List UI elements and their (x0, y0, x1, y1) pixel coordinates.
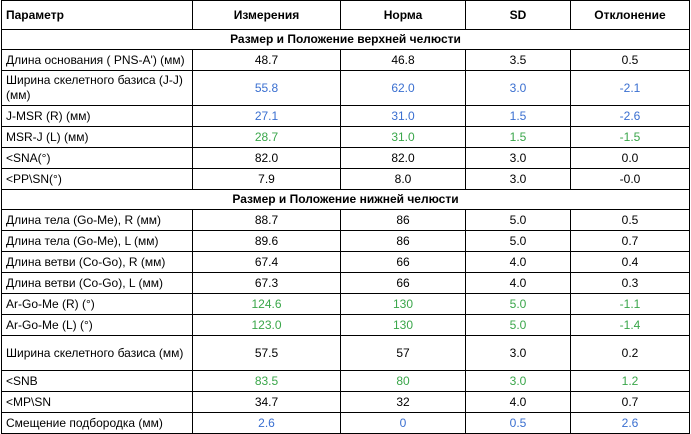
norm-cell: 82.0 (341, 148, 466, 169)
parameter-cell: <MP\SN (2, 392, 193, 413)
header-row (2, 1, 690, 30)
header-measurement: Измерения (193, 1, 341, 30)
deviation-cell: -1.1 (571, 294, 690, 315)
deviation-cell: -2.1 (571, 71, 690, 106)
deviation-cell: 0.7 (571, 392, 690, 413)
norm-cell: 31.0 (341, 106, 466, 127)
measurement-cell: 2.6 (193, 413, 341, 434)
parameter-cell: Длина основания ( PNS-A') (мм) (2, 50, 193, 71)
norm-cell: 8.0 (341, 169, 466, 190)
sd-cell: 5.0 (466, 231, 571, 252)
section-title: Размер и Положение нижней челюсти (2, 190, 690, 210)
parameter-cell: Ширина скелетного базиса (J-J) (мм) (2, 71, 193, 106)
table-row (2, 273, 690, 294)
sd-cell: 4.0 (466, 392, 571, 413)
sd-cell: 4.0 (466, 273, 571, 294)
measurement-cell: 89.6 (193, 231, 341, 252)
table-row (2, 106, 690, 127)
deviation-cell: 0.4 (571, 252, 690, 273)
header-parameter: Параметр (2, 1, 193, 30)
cephalometric-table (1, 0, 690, 434)
measurement-cell: 48.7 (193, 50, 341, 71)
parameter-cell: <PP\SN(°) (2, 169, 193, 190)
norm-cell: 31.0 (341, 127, 466, 148)
table-body (2, 30, 690, 434)
table-row (2, 336, 690, 371)
table-row (2, 252, 690, 273)
deviation-cell: -2.6 (571, 106, 690, 127)
measurement-cell: 28.7 (193, 127, 341, 148)
table-row (2, 50, 690, 71)
parameter-cell: Длина ветви (Co-Go), L (мм) (2, 273, 193, 294)
deviation-cell: -1.5 (571, 127, 690, 148)
deviation-cell: 0.7 (571, 231, 690, 252)
section-header-row (2, 30, 690, 50)
sd-cell: 1.5 (466, 106, 571, 127)
section-header-row (2, 190, 690, 210)
measurement-cell: 82.0 (193, 148, 341, 169)
measurement-cell: 7.9 (193, 169, 341, 190)
parameter-cell: Ar-Go-Me (L) (°) (2, 315, 193, 336)
measurement-cell: 34.7 (193, 392, 341, 413)
deviation-cell: 0.5 (571, 210, 690, 231)
deviation-cell: 2.6 (571, 413, 690, 434)
table-row (2, 71, 690, 106)
parameter-cell: Длина тела (Go-Me), L (мм) (2, 231, 193, 252)
sd-cell: 3.0 (466, 169, 571, 190)
norm-cell: 130 (341, 294, 466, 315)
deviation-cell: 0.3 (571, 273, 690, 294)
norm-cell: 86 (341, 231, 466, 252)
header-sd: SD (466, 1, 571, 30)
deviation-cell: -0.0 (571, 169, 690, 190)
header-deviation: Отклонение (571, 1, 690, 30)
deviation-cell: 0.5 (571, 50, 690, 71)
norm-cell: 130 (341, 315, 466, 336)
table-row (2, 127, 690, 148)
measurement-cell: 124.6 (193, 294, 341, 315)
table-row (2, 392, 690, 413)
measurement-cell: 67.4 (193, 252, 341, 273)
parameter-cell: Длина ветви (Co-Go), R (мм) (2, 252, 193, 273)
table-row (2, 315, 690, 336)
sd-cell: 0.5 (466, 413, 571, 434)
sd-cell: 3.5 (466, 50, 571, 71)
section-title: Размер и Положение верхней челюсти (2, 30, 690, 50)
norm-cell: 86 (341, 210, 466, 231)
measurement-cell: 57.5 (193, 336, 341, 371)
norm-cell: 57 (341, 336, 466, 371)
norm-cell: 80 (341, 371, 466, 392)
measurement-cell: 88.7 (193, 210, 341, 231)
norm-cell: 62.0 (341, 71, 466, 106)
sd-cell: 4.0 (466, 252, 571, 273)
parameter-cell: <SNA(°) (2, 148, 193, 169)
parameter-cell: J-MSR (R) (мм) (2, 106, 193, 127)
measurement-cell: 55.8 (193, 71, 341, 106)
sd-cell: 3.0 (466, 371, 571, 392)
deviation-cell: -1.4 (571, 315, 690, 336)
measurement-cell: 67.3 (193, 273, 341, 294)
parameter-cell: MSR-J (L) (мм) (2, 127, 193, 148)
norm-cell: 66 (341, 273, 466, 294)
table-row (2, 413, 690, 434)
table-row (2, 148, 690, 169)
header-norm: Норма (341, 1, 466, 30)
parameter-cell: Ширина скелетного базиса (мм) (2, 336, 193, 371)
sd-cell: 1.5 (466, 127, 571, 148)
sd-cell: 3.0 (466, 336, 571, 371)
measurement-cell: 123.0 (193, 315, 341, 336)
table-row (2, 210, 690, 231)
measurement-cell: 83.5 (193, 371, 341, 392)
table-row (2, 371, 690, 392)
parameter-cell: <SNB (2, 371, 193, 392)
table-row (2, 169, 690, 190)
parameter-cell: Смещение подбородка (мм) (2, 413, 193, 434)
sd-cell: 5.0 (466, 294, 571, 315)
parameter-cell: Ar-Go-Me (R) (°) (2, 294, 193, 315)
table-row (2, 231, 690, 252)
deviation-cell: 1.2 (571, 371, 690, 392)
sd-cell: 5.0 (466, 210, 571, 231)
table-row (2, 294, 690, 315)
deviation-cell: 0.0 (571, 148, 690, 169)
sd-cell: 5.0 (466, 315, 571, 336)
sd-cell: 3.0 (466, 148, 571, 169)
parameter-cell: Длина тела (Go-Me), R (мм) (2, 210, 193, 231)
measurement-cell: 27.1 (193, 106, 341, 127)
norm-cell: 32 (341, 392, 466, 413)
norm-cell: 0 (341, 413, 466, 434)
norm-cell: 66 (341, 252, 466, 273)
sd-cell: 3.0 (466, 71, 571, 106)
norm-cell: 46.8 (341, 50, 466, 71)
deviation-cell: 0.2 (571, 336, 690, 371)
